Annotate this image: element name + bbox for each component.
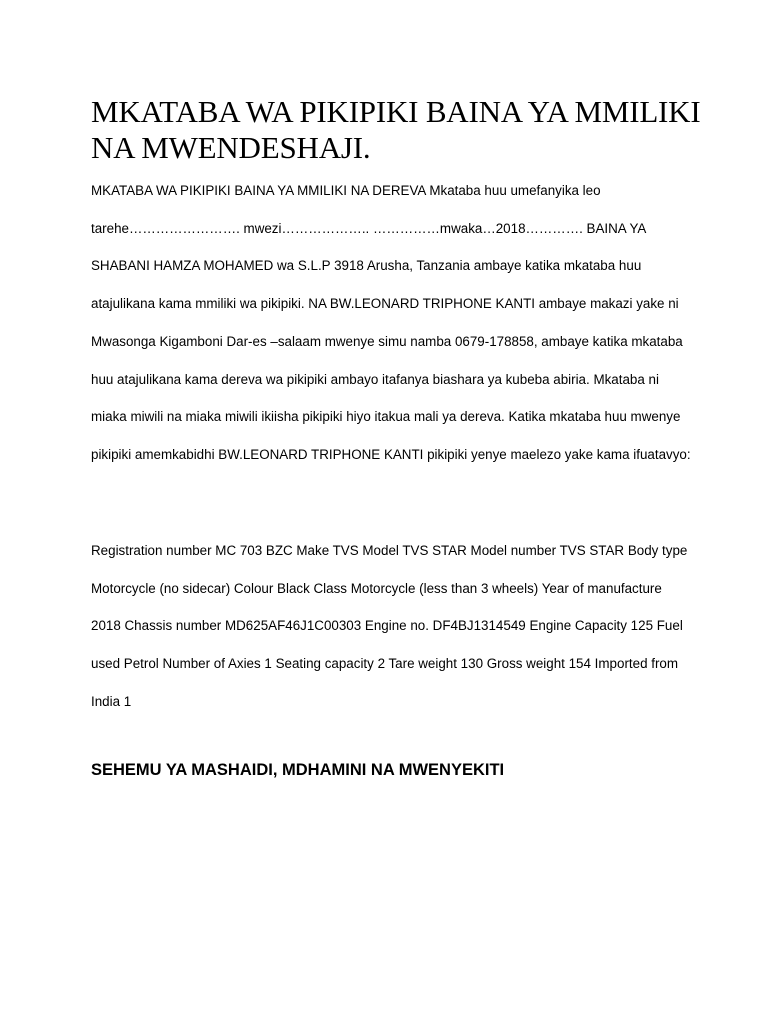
document-title: MKATABA WA PIKIPIKI BAINA YA MMILIKI NA MWENDESHAJI. xyxy=(91,94,701,165)
intro-paragraph: MKATABA WA PIKIPIKI BAINA YA MMILIKI NA DEREVA Mkataba huu umefanyika leo tarehe……………………. mwezi……………….. ……………mwaka…2018…………. BAINA YA SHABANI HAMZA MOHAMED wa S.L.P 3918 Arusha, Tanzania ambaye katika mkataba huu atajulikana kama mmiliki wa pikipiki. NA BW.LEONARD TRIPHONE KANTI ambaye makazi yake ni Mwasonga Kigamboni Dar-es –salaam mwenye simu namba 0679-178858, ambaye katika mkataba huu atajulikana kama dereva wa pikipiki ambayo itafanya biashara ya kubeba abiria. Mkataba ni miaka miwili na miaka miwili ikiisha pikipiki hiyo itakua mali ya dereva. Katika mkataba huu mwenye pikipiki amemkabidhi BW.LEONARD TRIPHONE KANTI pikipiki yenye maelezo yake kama ifuatavyo: xyxy=(91,183,691,462)
vehicle-details-paragraph: Registration number MC 703 BZC Make TVS Model TVS STAR Model number TVS STAR Body type Motorcycle (no sidecar) Colour Black Class Motorcycle (less than 3 wheels) Year of manufacture 2018 Chassis number MD625AF46J1C00303 Engine no. DF4BJ1314549 Engine Capacity 125 Fuel used Petrol Number of Axies 1 Seating capacity 2 Tare weight 130 Gross weight 154 Imported from India 1 xyxy=(91,543,688,709)
section-heading: SEHEMU YA MASHAIDI, MDHAMINI NA MWENYEKITI xyxy=(91,761,505,779)
